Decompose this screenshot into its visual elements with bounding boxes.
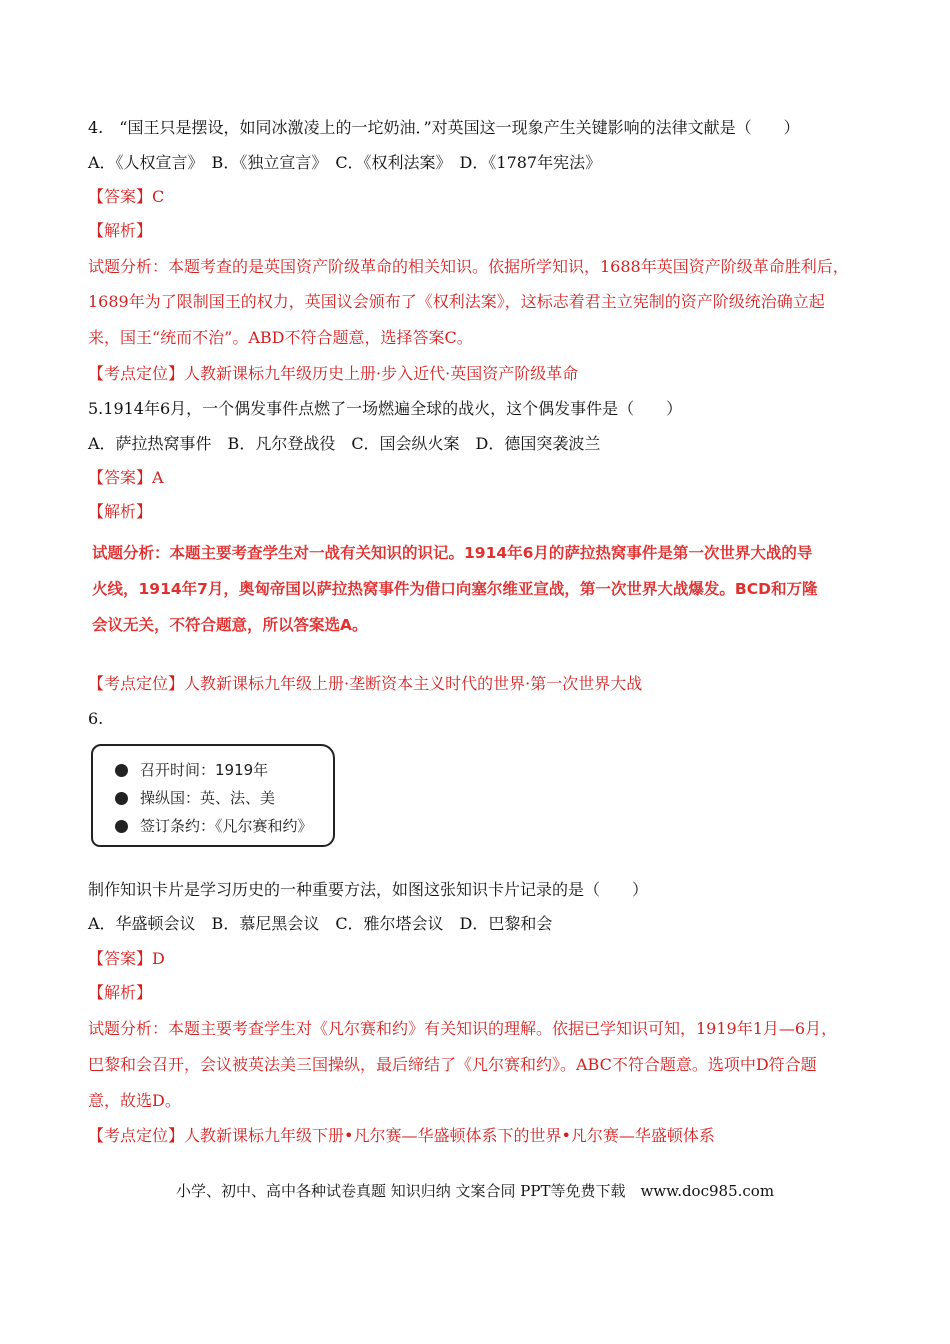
q6-analysis-line-1: 试题分析：本题主要考查学生对《凡尔赛和约》有关知识的理解。依据已学知识可知，1919年1月—6月， (88, 1019, 838, 1038)
answer-value: A (152, 468, 164, 487)
q5-stem: 5.1914年6月，一个偶发事件点燃了一场燃遍全球的战火，这个偶发事件是（ ） (88, 399, 683, 418)
q5-answer (88, 467, 164, 489)
knowledge-card-image (91, 744, 335, 847)
q4-options: A．《人权宣言》 B．《独立宣言》 C．《权利法案》 D．《1787年宪法》 (88, 153, 602, 172)
card-row-text: 操纵国：英、法、美 (140, 789, 276, 807)
kp-text: 人教新课标九年级历史上册·步入近代·英国资产阶级革命 (184, 364, 579, 383)
q6-analysis-line-3: 意，故选D。 (88, 1091, 181, 1110)
kp-text: 人教新课标九年级下册•凡尔赛—华盛顿体系下的世界•凡尔赛—华盛顿体系 (184, 1126, 715, 1145)
q4-analysis-tag: 【解析】 (88, 221, 153, 240)
q5-analysis-line-3: 会议无关，不符合题意，所以答案选A。 (92, 616, 368, 634)
q6-stem: 制作知识卡片是学习历史的一种重要方法，如图这张知识卡片记录的是（ ） (88, 880, 649, 899)
bullet-dot-icon (115, 820, 128, 833)
bullet-dot-icon (115, 792, 128, 805)
kp-text: 人教新课标九年级上册·垄断资本主义时代的世界·第一次世界大战 (184, 674, 643, 693)
card-row-text: 签订条约：《凡尔赛和约》 (140, 817, 313, 835)
q4-analysis-line-1: 试题分析：本题考查的是英国资产阶级革命的相关知识。依据所学知识，1688年英国资产阶级革命胜利后， (88, 257, 849, 276)
answer-tag: 【答案】 (88, 187, 153, 206)
kp-tag: 【考点定位】 (88, 364, 185, 383)
q6-knowledge-point (88, 1125, 715, 1147)
q4-answer (88, 186, 164, 208)
page-footer: 小学、初中、高中各种试卷真题 知识归纳 文案合同 PPT等免费下载 www.doc985.com (175, 1182, 775, 1200)
card-row-text: 召开时间：1919年 (140, 761, 269, 779)
answer-tag: 【答案】 (88, 949, 153, 968)
q4-knowledge-point (88, 363, 578, 385)
q6-number: 6. (88, 709, 104, 728)
q5-analysis-line-1: 试题分析：本题主要考查学生对一战有关知识的识记。1914年6月的萨拉热窝事件是第一次世界大战的导 (92, 544, 813, 562)
q4-analysis-line-2: 1689年为了限制国王的权力，英国议会颁布了《权利法案》，这标志着君主立宪制的资产阶级统治确立起 (88, 292, 825, 311)
q5-analysis-line-2: 火线，1914年7月，奥匈帝国以萨拉热窝事件为借口向塞尔维亚宣战，第一次世界大战爆发。BCD和万隆 (92, 580, 818, 598)
kp-tag: 【考点定位】 (88, 1126, 185, 1145)
answer-tag: 【答案】 (88, 468, 153, 487)
q5-options: A．萨拉热窝事件 B．凡尔登战役 C．国会纵火案 D．德国突袭波兰 (88, 434, 601, 453)
q5-knowledge-point (88, 673, 642, 695)
q6-analysis-tag: 【解析】 (88, 983, 153, 1002)
card-row (115, 816, 313, 836)
q4-analysis-line-3: 来，国王“统而不治”。ABD不符合题意，选择答案C。 (88, 328, 473, 347)
answer-value: D (152, 949, 165, 968)
bullet-dot-icon (115, 764, 128, 777)
q6-answer (88, 948, 165, 970)
card-row (115, 788, 275, 808)
kp-tag: 【考点定位】 (88, 674, 185, 693)
q6-analysis-line-2: 巴黎和会召开，会议被英法美三国操纵，最后缔结了《凡尔赛和约》。ABC不符合题意。选项中D符合题 (88, 1055, 817, 1074)
q5-analysis-tag: 【解析】 (88, 502, 153, 521)
answer-value: C (152, 187, 165, 206)
q6-options: A．华盛顿会议 B．慕尼黑会议 C．雅尔塔会议 D．巴黎和会 (88, 914, 553, 933)
card-row (115, 760, 268, 780)
q4-stem: 4. “国王只是摆设，如同冰激凌上的一坨奶油．”对英国这一现象产生关键影响的法律文献是（ ） (88, 118, 800, 137)
